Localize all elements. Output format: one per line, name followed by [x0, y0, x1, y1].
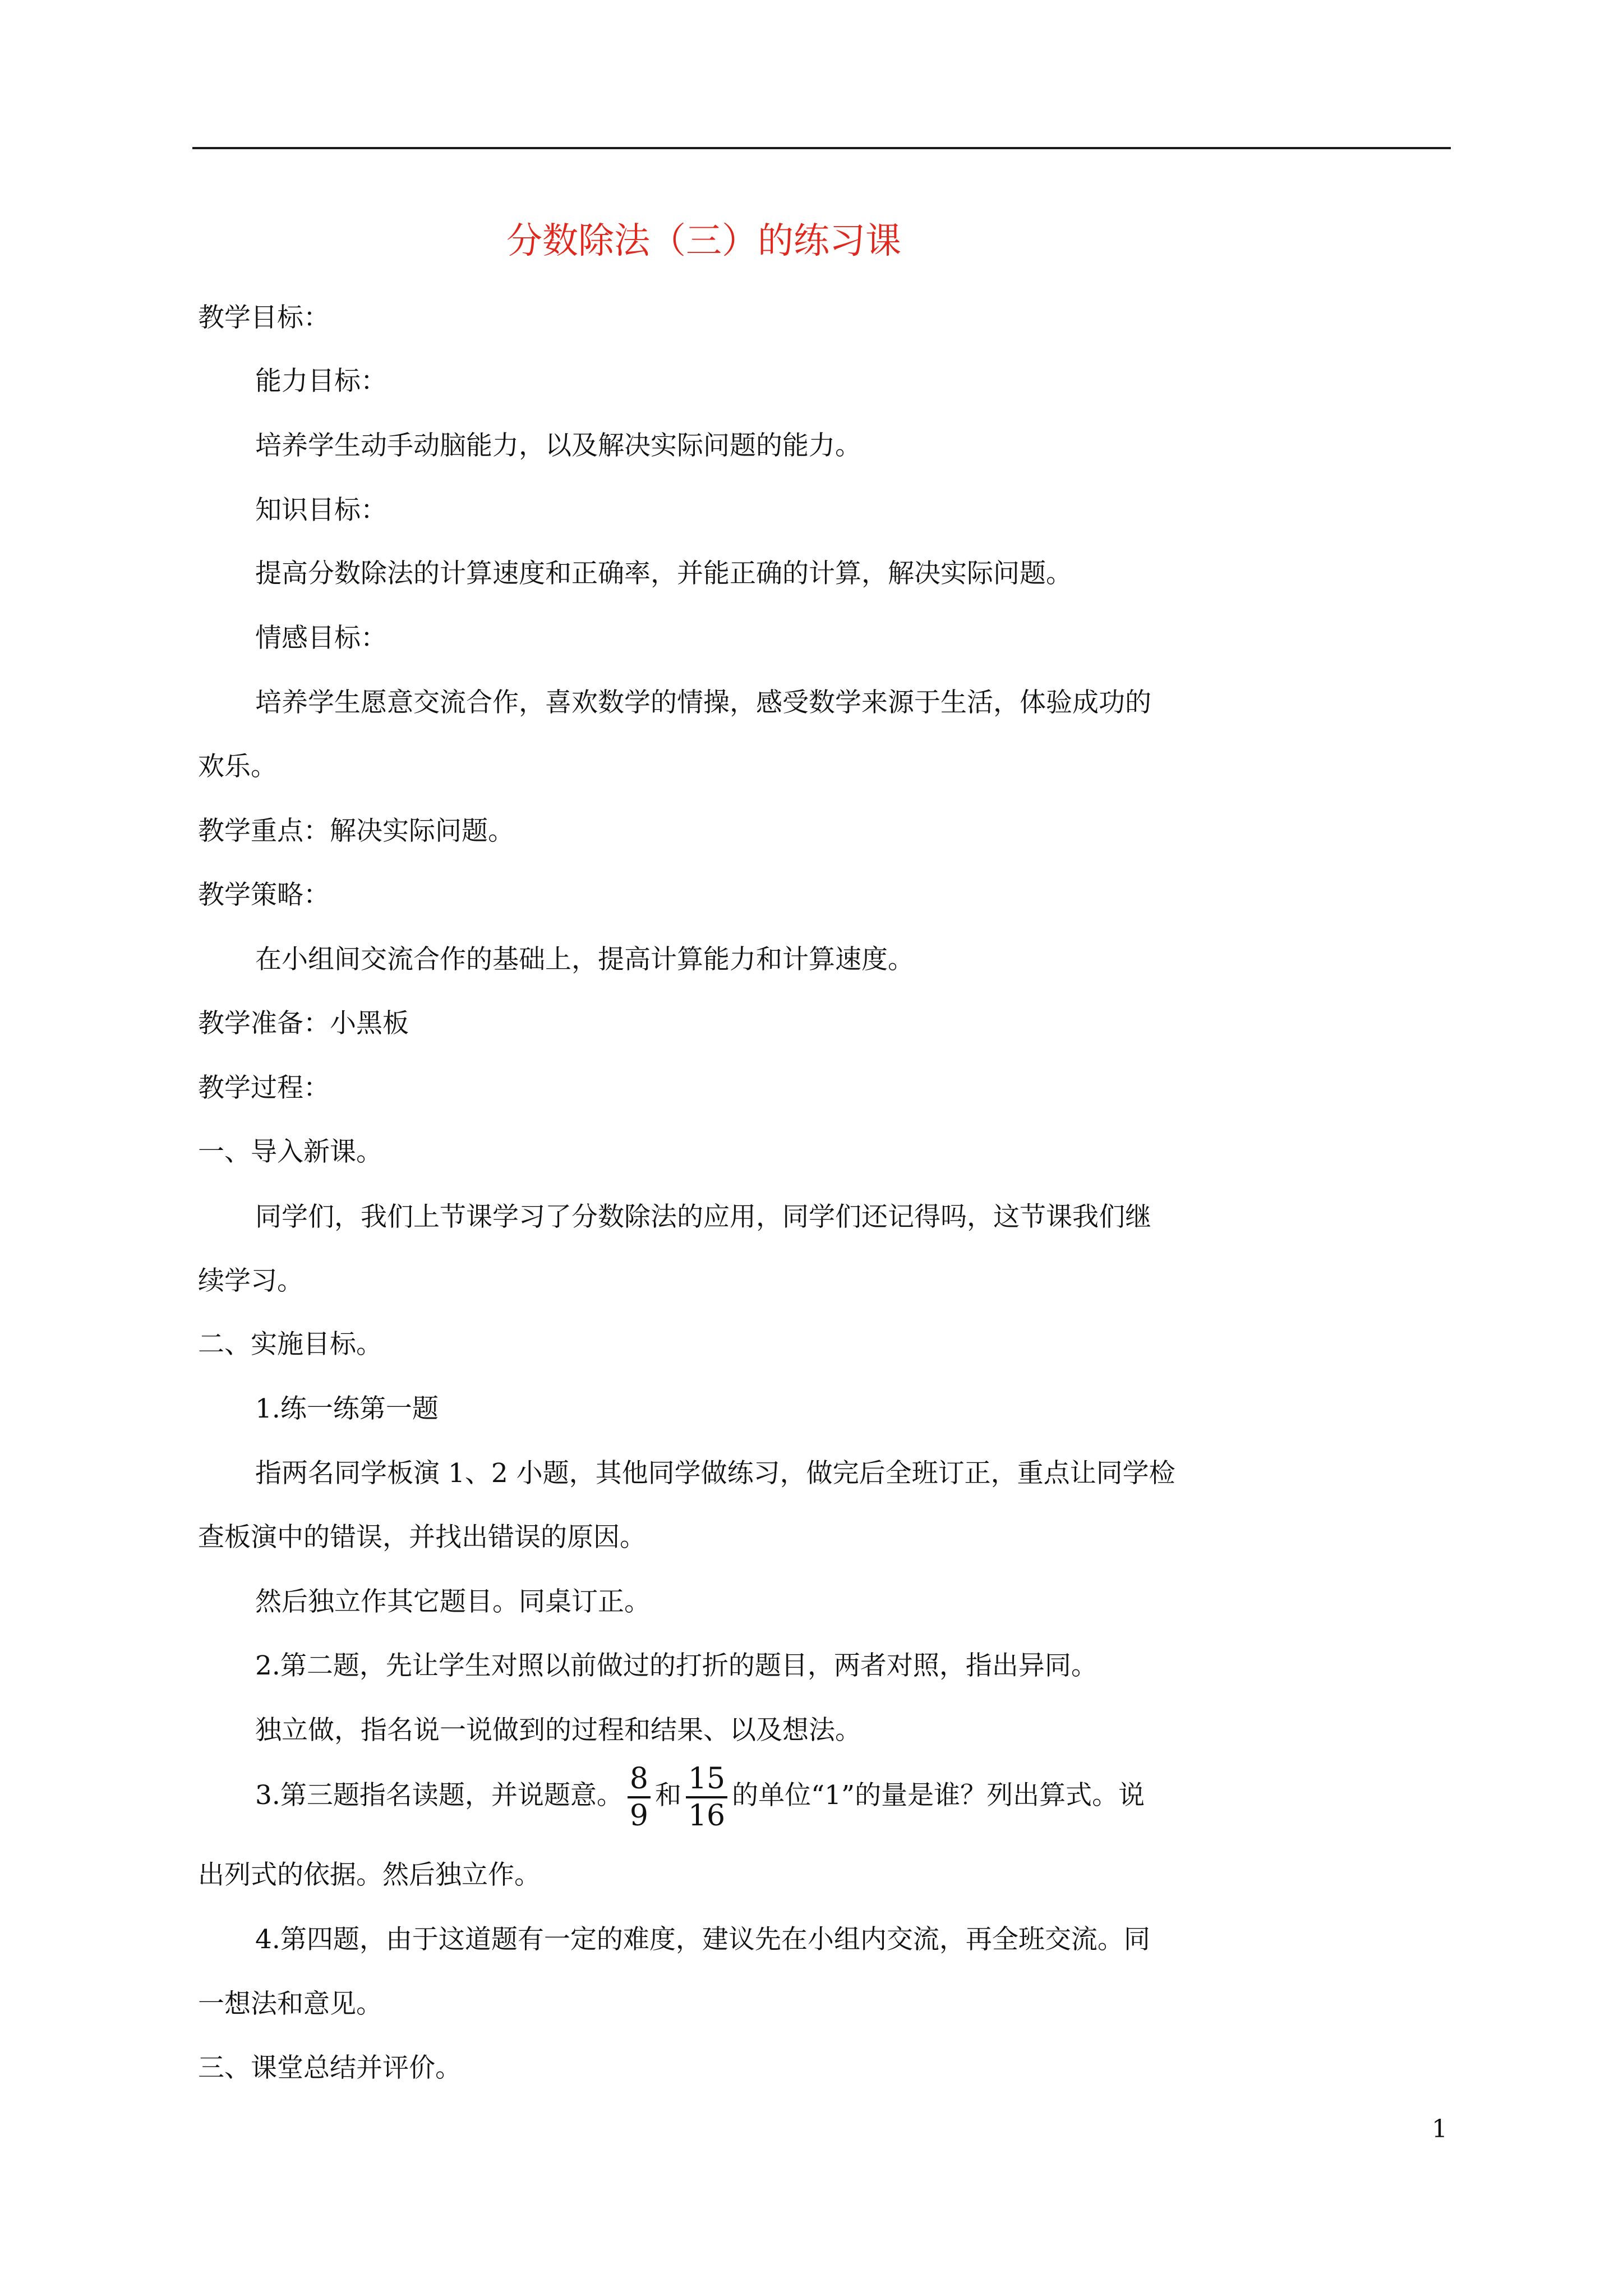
intro-line-1: 同学们，我们上节课学习了分数除法的应用，同学们还记得吗，这节课我们继 [255, 1202, 1151, 1232]
fraction-denominator: 9 [629, 1799, 648, 1833]
section-1-heading: 一、导入新课。 [198, 1137, 382, 1167]
process-heading: 教学过程： [198, 1073, 330, 1103]
knowledge-heading: 知识目标： [255, 495, 387, 526]
fraction-8-9 [628, 1761, 651, 1833]
item-4-line-1: 4.第四题，由于这道题有一定的难度，建议先在小组内交流，再全班交流。同 [255, 1924, 1150, 1955]
item-1-line-3: 然后独立作其它题目。同桌订正。 [255, 1586, 651, 1617]
item-3-line-2: 出列式的依据。然后独立作。 [198, 1860, 541, 1890]
page-title: 分数除法（三）的练习课 [506, 220, 901, 262]
item-2-line-1: 2.第二题，先让学生对照以前做过的打折的题目，两者对照，指出异同。 [255, 1650, 1098, 1681]
section-2-heading: 二、实施目标。 [198, 1329, 382, 1360]
fraction-denominator: 16 [688, 1799, 726, 1833]
emotion-text-line-2: 欢乐。 [198, 751, 277, 782]
objectives-heading: 教学目标： [198, 302, 330, 333]
item-3-suffix: 的单位“1”的量是谁？列出算式。说 [732, 1780, 1145, 1811]
section-3-heading: 三、课堂总结并评价。 [198, 2053, 462, 2083]
preparation: 教学准备：小黑板 [198, 1008, 409, 1039]
strategy-text: 在小组间交流合作的基础上，提高计算能力和计算速度。 [255, 944, 914, 975]
item-3-and: 和 [654, 1780, 681, 1811]
emotion-heading: 情感目标： [255, 623, 387, 654]
emotion-text-line-1: 培养学生愿意交流合作，喜欢数学的情操，感受数学来源于生活，体验成功的 [255, 687, 1151, 718]
fraction-15-16 [686, 1761, 727, 1833]
knowledge-text: 提高分数除法的计算速度和正确率，并能正确的计算，解决实际问题。 [255, 558, 1072, 589]
item-1-line-2: 查板演中的错误，并找出错误的原因。 [198, 1522, 646, 1553]
page-number: 1 [1432, 2115, 1447, 2143]
fraction-numerator: 8 [628, 1761, 651, 1798]
item-4-line-2: 一想法和意见。 [198, 1989, 382, 2019]
ability-text: 培养学生动手动脑能力，以及解决实际问题的能力。 [255, 430, 861, 461]
strategy-heading: 教学策略： [198, 880, 330, 910]
item-3-prefix: 3.第三题指名读题，并说题意。 [255, 1780, 623, 1811]
item-1-title: 1.练一练第一题 [255, 1393, 439, 1424]
key-point: 教学重点：解决实际问题。 [198, 816, 514, 846]
intro-line-2: 续学习。 [198, 1266, 303, 1296]
fraction-numerator: 15 [686, 1761, 727, 1798]
item-3-line-1 [255, 1761, 1145, 1833]
item-1-line-1: 指两名同学板演 1、2 小题，其他同学做练习，做完后全班订正，重点让同学检 [255, 1458, 1175, 1489]
header-rule [192, 147, 1451, 149]
item-2-line-2: 独立做，指名说一说做到的过程和结果、以及想法。 [255, 1715, 861, 1746]
ability-heading: 能力目标： [255, 366, 387, 397]
